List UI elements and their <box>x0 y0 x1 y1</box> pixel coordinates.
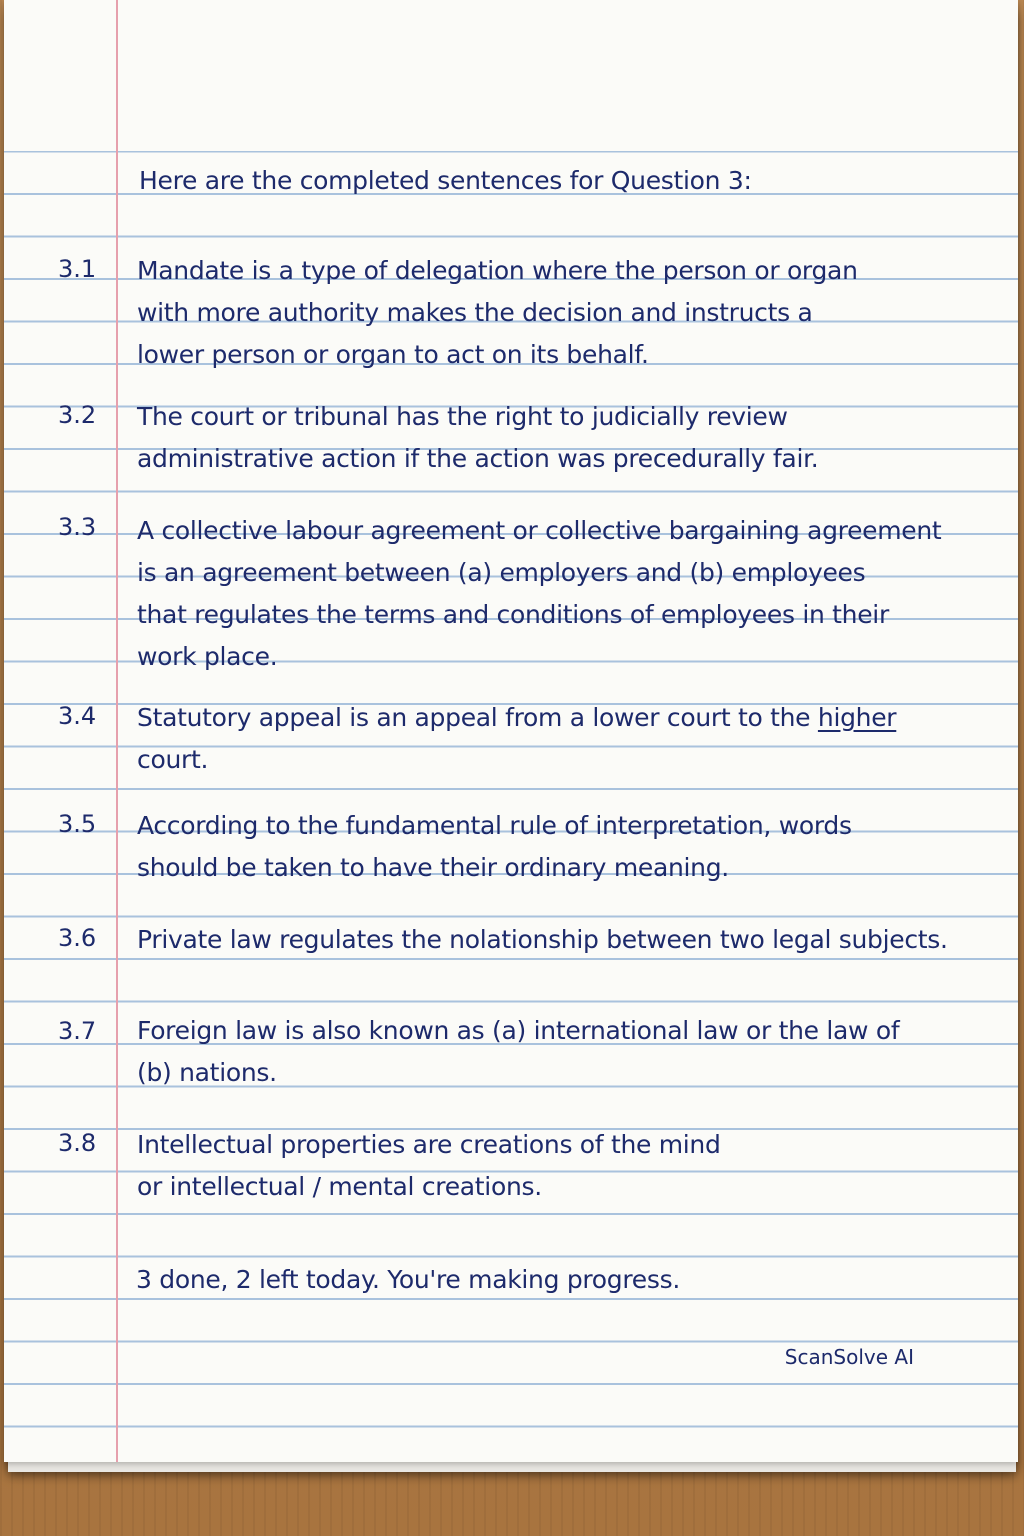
answer-3-4 <box>137 697 896 781</box>
margin-line <box>116 0 118 1462</box>
answer-line: that regulates the terms and conditions of employees in their <box>137 600 889 629</box>
answer-line: (b) nations. <box>137 1058 277 1087</box>
answer-3-3 <box>137 510 941 678</box>
answer-line: Private law regulates the nolationship between two legal subjects. <box>137 925 948 954</box>
answer-line: with more authority makes the decision and instructs a <box>137 298 813 327</box>
question-number: 3.4 <box>58 702 97 730</box>
brand-signature: ScanSolve AI <box>784 1345 914 1369</box>
answer-3-1 <box>137 250 858 376</box>
question-number: 3.5 <box>58 810 97 838</box>
answer-line: is an agreement between (a) employers and (b) employees <box>137 558 866 587</box>
answer-line: court. <box>137 745 209 774</box>
answer-3-5 <box>137 805 852 889</box>
answer-line: Mandate is a type of delegation where the person or organ <box>137 256 858 285</box>
answer-line <box>137 697 896 739</box>
answer-line: According to the fundamental rule of interpretation, words <box>137 811 852 840</box>
question-number: 3.6 <box>58 924 97 952</box>
answer-line: lower person or organ to act on its behalf. <box>137 340 649 369</box>
progress-note: 3 done, 2 left today. You're making progress. <box>136 1265 680 1294</box>
answer-line: work place. <box>137 642 278 671</box>
answer-line: administrative action if the action was precedurally fair. <box>137 444 819 473</box>
answer-line: The court or tribunal has the right to judicially review <box>137 402 788 431</box>
question-number: 3.1 <box>58 255 97 283</box>
answer-line: A collective labour agreement or collective bargaining agreement <box>137 516 942 545</box>
answer-3-7 <box>137 1010 899 1094</box>
question-number: 3.2 <box>58 401 97 429</box>
answer-line: Foreign law is also known as (a) international law or the law of <box>137 1016 900 1045</box>
question-number: 3.7 <box>58 1017 97 1045</box>
question-number: 3.3 <box>58 513 97 541</box>
answer-line: Intellectual properties are creations of the mind <box>137 1130 721 1159</box>
answer-3-2 <box>137 396 818 480</box>
answer-text: Statutory appeal is an appeal from a lower court to the <box>137 703 818 732</box>
answer-line: or intellectual / mental creations. <box>137 1172 542 1201</box>
answer-3-6 <box>137 919 948 961</box>
underlined-word: higher <box>817 703 897 732</box>
question-number: 3.8 <box>58 1129 97 1157</box>
intro-text: Here are the completed sentences for Question 3: <box>139 166 752 195</box>
answer-3-8 <box>137 1124 721 1208</box>
notebook-page <box>4 0 1018 1462</box>
answer-line: should be taken to have their ordinary meaning. <box>137 853 729 882</box>
page-header-space <box>4 0 1018 151</box>
